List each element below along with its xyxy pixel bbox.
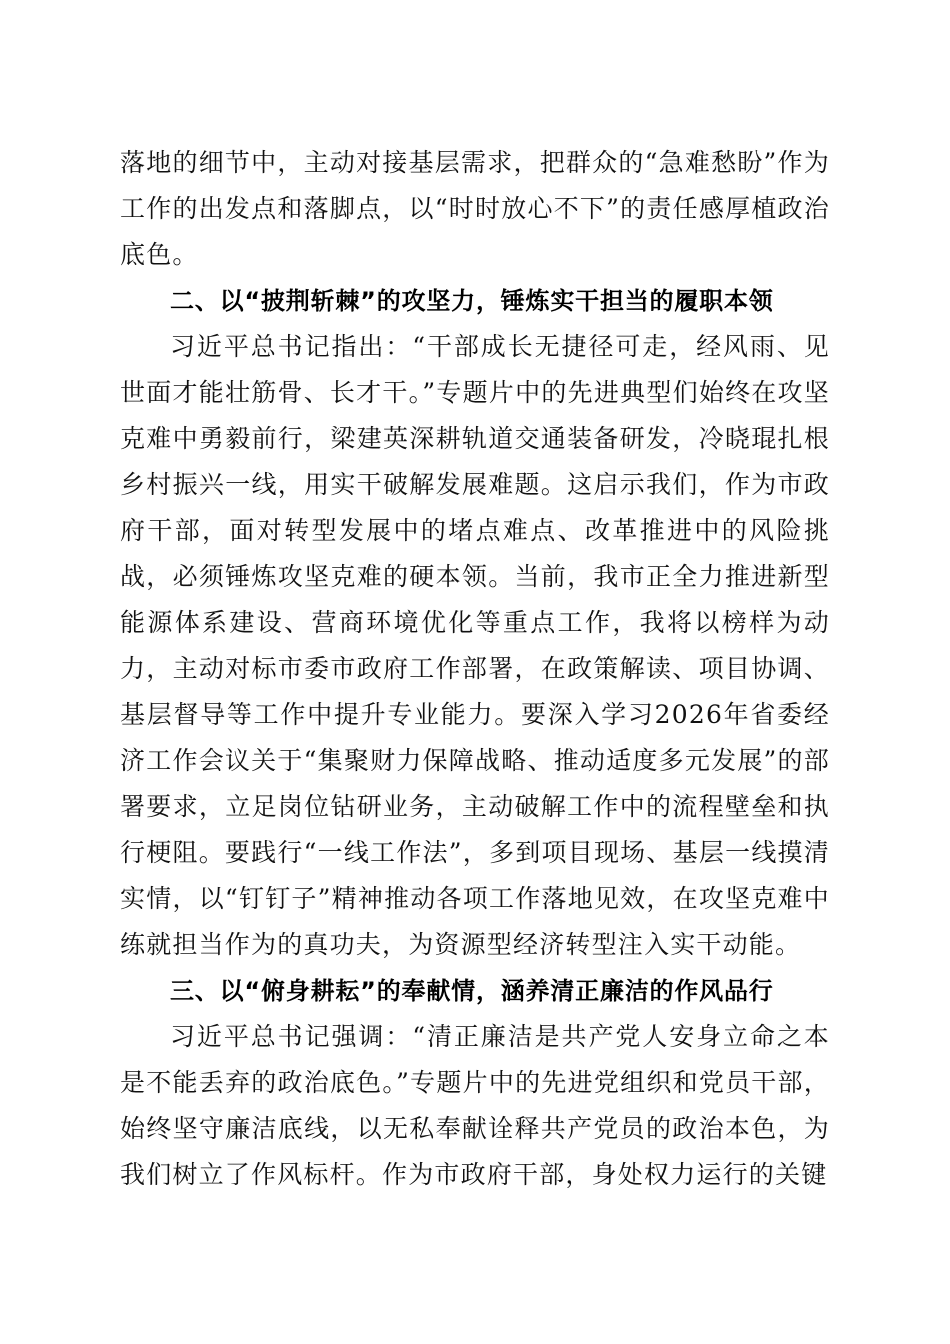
section-heading-3: 三、以“俯身耕耘”的奉献情，涵养清正廉洁的作风品行 [170,977,774,1005]
document-body [120,140,830,1198]
paragraph-1: 落地的细节中，主动对接基层需求，把群众的“急难愁盼”作为工作的出发点和落脚点，以“时时放心不下”的责任感厚植政治底色。 [120,148,830,269]
paragraph-3: 习近平总书记强调：“清正廉洁是共产党人安身立命之本是不能丢弃的政治底色。”专题片中的先进党组织和党员干部，始终坚守廉洁底线，以无私奉献诠释共产党员的政治本色，为我们树立了作风标杆。作为市政府干部，身处权力运行的关键 [120,1022,830,1189]
paragraph-2: 习近平总书记指出：“干部成长无捷径可走，经风雨、见世面才能壮筋骨、长才干。”专题片中的先进典型们始终在攻坚克难中勇毅前行，梁建英深耕轨道交通装备研发，冷晓琨扎根乡村振兴一线，用实干破解发展难题。这启示我们，作为市政府干部，面对转型发展中的堵点难点、改革推进中的风险挑战，必须锤炼攻坚克难的硬本领。当前，我市正全力推进新型能源体系建设、营商环境优化等重点工作，我将以榜样为动力，主动对标市委市政府工作部署，在政策解读、项目协调、基层督导等工作中提升专业能力。要深入学习2026年省委经济工作会议关于“集聚财力保障战略、推动适度多元发展”的部署要求，立足岗位钻研业务，主动破解工作中的流程壁垒和执行梗阻。要践行“一线工作法”，多到项目现场、基层一线摸清实情，以“钉钉子”精神推动各项工作落地见效，在攻坚克难中练就担当作为的真功夫，为资源型经济转型注入实干动能。 [120,332,830,959]
section-heading-2: 二、以“披荆斩棘”的攻坚力，锤炼实干担当的履职本领 [170,287,774,315]
